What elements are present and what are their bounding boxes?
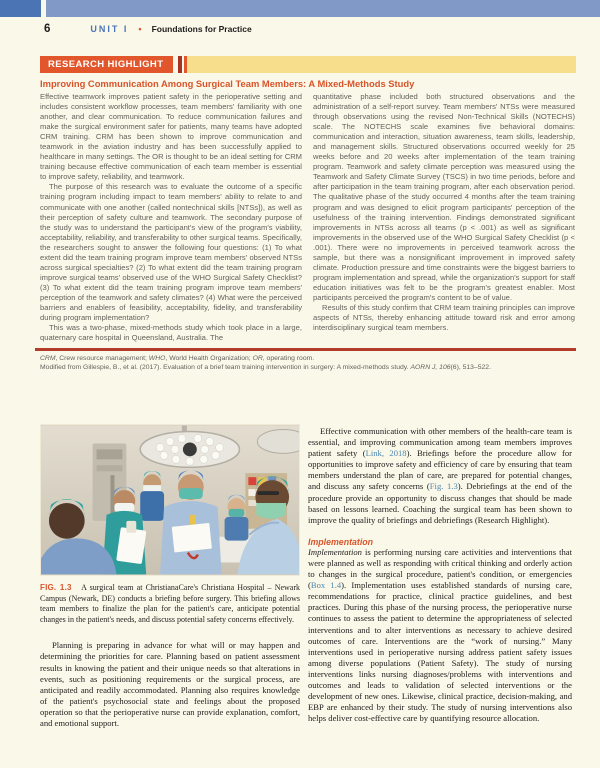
paragraph: Results of this study confirm that CRM team training principles can improve aspects of NTSs, thereby enhancing attitude toward risk and error among interdisciplinary surgical team members. — [313, 302, 575, 333]
figure-caption — [40, 583, 300, 625]
text-segment: Effective communication with other members of the health-care team is essential, and improving communication among team members improves patient safety ( — [308, 426, 572, 459]
cross-reference-link[interactable]: Link, 2018 — [365, 448, 407, 459]
communication-paragraph — [308, 426, 572, 526]
cross-reference-link[interactable]: Box 1.4 — [310, 580, 342, 591]
text-segment: OR — [252, 355, 263, 363]
banner-yellow-strip — [187, 56, 576, 73]
text-segment: (6), 513–522. — [450, 364, 491, 372]
research-column-right — [313, 92, 575, 343]
cross-reference-link[interactable]: Fig. 1.3 — [429, 481, 458, 492]
paragraph — [308, 426, 572, 526]
implementation-paragraph — [308, 547, 572, 725]
text-segment: ). Implementation uses established standards of nursing care, recommendations for practice, clinical practice guidelines, and best practices. During this phase of the nursing process, the perioperative nurse continues to assess the patient to determine the appropriateness of selected interventions and to alter interventions as necessary to achieve desired outcomes of care. Interventions are the “work of nursing.” Many interventions used in perioperative nursing address patient safety issues among diverse populations (Patient Safety). The study of nursing interventions links nursing diagnoses/problems with interventions and outcomes and leads to validation of selected interventions or the development of new ones. Likewise, clinical practice, decision-making, and EBP are enhanced by their study. The study of nursing interventions also helps deliver cost-effective care by quantifying resource allocation. — [308, 580, 573, 724]
text-segment: , World Health Organization; — [165, 355, 253, 363]
topbar-bar — [46, 0, 600, 17]
topbar-accent-block — [0, 0, 41, 17]
text-segment: is performing nursing care activities and interventions that were planned as well as responding with critical thinking and orderly action to changes in the surgical procedure, patient's condition, or emergencies ( — [308, 546, 572, 591]
research-highlight-banner-row — [40, 56, 576, 73]
figure-label: FIG. 1.3 — [40, 583, 72, 592]
paragraph: The purpose of this research was to evaluate the outcome of a specific training program including impact to team members' ability to relate to and communicate with one another (called nontechnical skills [NTSs]), as well as their perception of safety culture and teamwork. The secondary purpose of the study was to understand the participant's view of the program's viability, acceptability, reliability, and transferability to other surgical teams. Specifically, the researchers sought to answer the following four questions: (1) To what extent did the team training program improve team members' observed NTSs across surgical specialties? (2) To what extent did the team training program improve surgical teams' observed use of the WHO Surgical Safety Checklist? (3) To what extent did the team training program improve team members' perception of the teamwork and safety climates? (4) What were the perceived barriers and enablers of feasibility, acceptability, fidelity, and transferability during program implementation? — [40, 182, 302, 323]
text-segment: ). Debriefings at the end of the procedure provide an opportunity to discuss changes that should be made based on lessons learned. Coaching the surgical team has been shown to improve the quality of briefings and debriefings (Research Highlight). — [308, 481, 572, 525]
footnote-abbreviations — [40, 354, 576, 363]
right-lower-column — [308, 426, 572, 724]
paragraph: This was a two-phase, mixed-methods study which took place in a large, quaternary care hospital in Queensland, Australia. The — [40, 323, 302, 343]
left-lower-column — [40, 424, 300, 729]
implementation-heading: Implementation — [308, 536, 374, 547]
divider-rule — [35, 348, 576, 351]
paragraph: Planning is preparing in advance for what will or may happen and determining the priorities for care. Planning based on patient assessment results in knowing the patient and their unique needs so that alterations in events, such as positioning requirements or the surgical process, are anticipated and readily accommodated. Planning also requires knowledge of the patient's psychosocial state and feelings about the proposed operation so that the perioperative nurse can provide explanation, comfort, and emotional support. — [40, 640, 300, 729]
section-title: Foundations for Practice — [151, 24, 252, 34]
figure-caption-text: A surgical team at ChristianaCare's Christiana Hospital – Newark Campus (Newark, DE) conducts a briefing before surgery. This briefing allows team members to finalize the plan for the patient's care, anticipate potential changes in the patient's needs, and discuss potential safety concerns effectively. — [40, 583, 301, 624]
planning-paragraph — [40, 640, 300, 729]
research-column-left — [40, 92, 302, 343]
research-highlight-columns — [40, 92, 576, 343]
text-segment: Implementation — [308, 546, 362, 557]
page-number: 6 — [44, 23, 51, 35]
text-segment: , operating room. — [262, 355, 315, 363]
text-segment: CRM — [40, 355, 56, 363]
running-head — [44, 23, 252, 35]
text-segment: AORN J, 106 — [410, 364, 451, 372]
text-segment: Modified from Gillespie, B., et al. (2017). Evaluation of a brief team training intervention in surgery: A mixed-methods study. — [40, 364, 411, 372]
research-highlight-box — [35, 56, 576, 373]
text-segment: WHO — [148, 355, 166, 363]
top-decoration-bar — [0, 0, 600, 17]
paragraph: quantitative phase included both structured observations and the administration of a self-report survey. Team members' NTSs were measured through observations using the revised Non-Technical Skills (NOTECHS) scale. The NOTECHS scale examines five behavioral domains: communication and interaction, situation awareness, team skills, leadership, and management skills. Structured observations occurred weekly for 25 weeks before and 20 weeks after implementation of the team training program. Teamwork and safety climate perception was measured using the Teamwork and Safety Climate Survey (TSCS) in two time periods, before and after participation in the team training program, after each observation period. The qualitative phase of the study occurred 4 months after the team training program and was designed to elicit program participants' perception of the usefulness of the training intervention. Findings demonstrated significant improvements in NTSs across all teams (p < .001) as well as significant improvements in the observed use of the WHO Surgical Safety Checklist (p < .001). There were no improvements in perceived teamwork across the sample, but there was a nonsignificant improvement in improved safety climate. Production pressure and time constraints were the biggest barriers to program implementation and spread, while the organization's support for staff education initiatives was felt to be the program's greatest enabler. Most participants perceived the program's content to be of value. — [313, 92, 575, 302]
figure-photo — [40, 424, 300, 576]
research-highlight-banner: RESEARCH HIGHLIGHT — [40, 56, 173, 73]
bullet-separator: • — [138, 24, 142, 34]
research-highlight-title: Improving Communication Among Surgical Team Members: A Mixed-Methods Study — [40, 78, 415, 89]
text-segment: , Crew resource management; — [55, 355, 149, 363]
paragraph — [308, 547, 572, 725]
footnote-source — [40, 363, 576, 372]
text-segment: ). Briefings before the procedure allow for opportunities to improve safety and efficiency of care by ensuring that team members understand the plan of care, are prepared for potential changes, and discuss any safety concerns ( — [308, 448, 572, 492]
paragraph: Effective teamwork improves patient safety in the perioperative setting and includes consistent workflow processes, team members' familiarity with one another, and clear communication. To reduce communication failures and make the surgical environment safer for patients, many teams have adopted CRM training. CRM has been shown to improve communication and teamwork in the aviation industry and has been successfully applied to healthcare in many settings. The OR is thought to be an ideal setting for CRM training because effective communication of each team member is essential to improve safety, reliability, and teamwork. — [40, 92, 302, 182]
unit-label: UNIT I — [90, 24, 129, 34]
